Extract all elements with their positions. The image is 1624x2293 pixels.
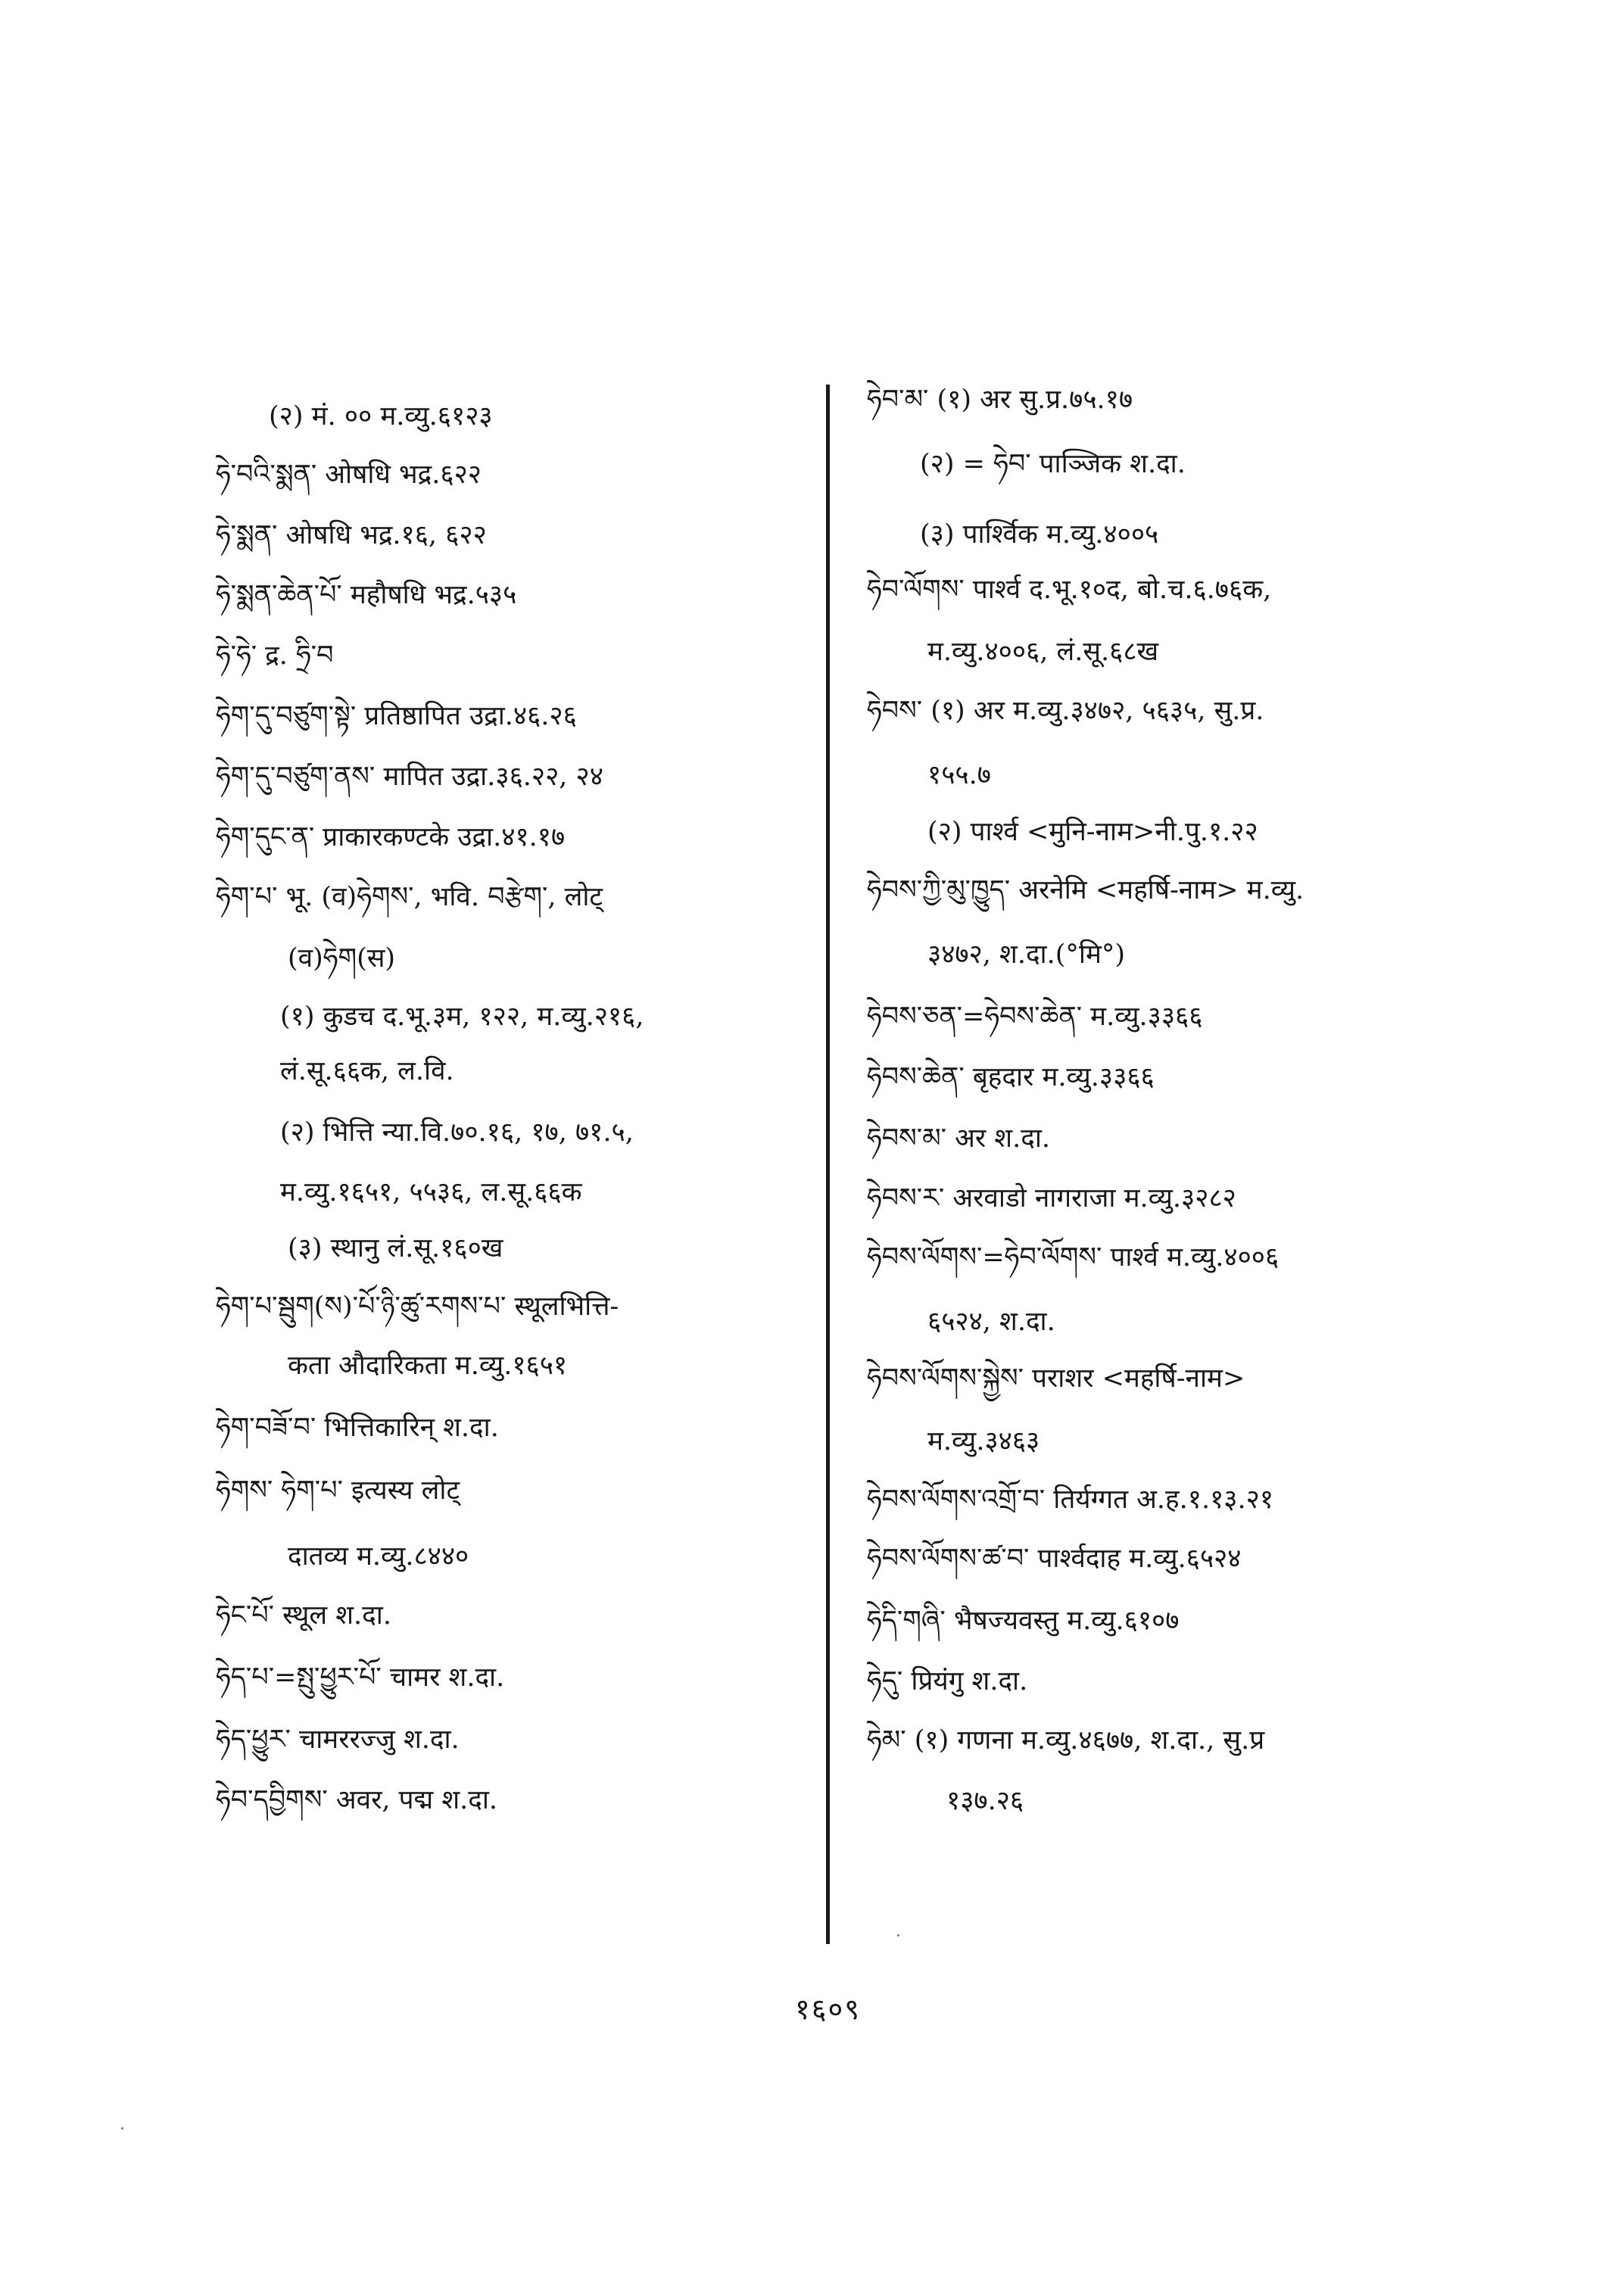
entry-line: ཧེག་དུ་བཙུག་སྟེ་ प्रतिष्ठापित उद्रा.४६.२६ <box>216 701 577 731</box>
entry-line: ཧེབས་ར་ अरवाडो नागराजा म.व्यु.३२८२ <box>867 1183 1236 1213</box>
entry-line: ཧེབས་ལོགས་=ཧེབ་ལོགས་ पार्श्व म.व्यु.४००६ <box>867 1242 1280 1273</box>
entry-line: (३) पार्श्विक म.व्यु.४००५ <box>920 519 1159 550</box>
entry-line: (२) भित्ति न्या.वि.७०.१६, १७, ७१.५, <box>280 1117 634 1148</box>
entry-line: ཧེག་པ་ भू. (व)ཧེགས་, भवि. བརྩེག་, लोट् <box>216 882 603 912</box>
scan-speck <box>121 2127 123 2129</box>
entry-line: ཧེ་བའི་སྨན་ ओषधि भद्र.६२२ <box>216 460 482 490</box>
entry-line: ཧེབས་ (१) अर म.व्यु.३४७२, ५६३५, सु.प्र. <box>867 696 1264 726</box>
entry-line: ཧེད་ཕྱུར་ चामररज्जु श.दा. <box>216 1724 460 1755</box>
entry-line: ཧེབས་མ་ अर श.दा. <box>867 1123 1051 1154</box>
entry-line: म.व्यु.१६५१, ५५३६, ल.सू.६६क <box>280 1177 582 1207</box>
entry-line: ཧེམ་ (१) गणना म.व्यु.४६७७, श.दा., सु.प्र <box>867 1725 1265 1756</box>
entry-line: १३७.२६ <box>946 1786 1024 1816</box>
entry-line: ཧེབ་དབྱིགས་ अवर, पद्म श.दा. <box>216 1785 498 1815</box>
entry-line: ཧེབ་མ་ (१) अर सु.प्र.७५.१७ <box>867 385 1133 415</box>
entry-line: म.व्यु.३४६३ <box>927 1426 1040 1456</box>
entry-line: ६५२४, श.दा. <box>927 1307 1055 1337</box>
entry-line: ཧེབ་ལོགས་ पार्श्व द.भू.१०द, बो.च.६.७६क, <box>867 575 1272 605</box>
entry-line: ཧེག་པ་སྦུག(ས)་པོ་ཉི་ཚུ་རགས་པ་ स्थूलभित्ति- <box>216 1291 619 1322</box>
entry-line: (३) स्थानु लं.सू.१६०ख <box>288 1233 503 1263</box>
entry-line: ཧེགས་ ཧེག་པ་ इत्यस्य लोट् <box>216 1475 460 1506</box>
entry-line: ཧེ་སྨན་ཆེན་པོ་ महौषधि भद्र.५३५ <box>216 580 517 610</box>
entry-line: (२) पार्श्व <मुनि-नाम>नी.पु.१.२२ <box>927 817 1258 847</box>
entry-line: ཧེབས་ཅན་=ཧེབས་ཆེན་ म.व्यु.३३६६ <box>867 1002 1203 1032</box>
column-divider <box>826 385 830 1944</box>
entry-line: ཧེབས་ལོགས་ཚ་བ་ पार्श्वदाह म.व्यु.६५२४ <box>867 1544 1242 1574</box>
entry-line: ཧེབས་ཀྱི་མུ་ཁྱུད་ अरनेमि <महर्षि-नाम> म.व्यु. <box>867 875 1304 905</box>
entry-line: (२) = ཧེབ་ पाञ्जिक श.दा. <box>920 449 1186 479</box>
entry-line: (२) मं. ०० म.व्यु.६१२३ <box>269 401 493 431</box>
entry-line: (व)ཧེག(स) <box>288 943 396 974</box>
entry-line: ཧེད་པ་=སྤུ་ཕྱུར་པོ་ चामर श.दा. <box>216 1662 505 1693</box>
entry-line: ३४७२, श.दा.(°मि°) <box>927 939 1126 970</box>
entry-line: कता औदारिकता म.व्यु.१६५१ <box>288 1351 568 1381</box>
entry-line: ཧེང་པོ་ स्थूल श.दा. <box>216 1600 391 1631</box>
entry-line: ཧེག་དུ་བཙུག་ནས་ मापित उद्रा.३६.२२, २४ <box>216 762 603 792</box>
entry-line: ཧེ་སྨན་ ओषधि भद्र.१६, ६२२ <box>216 520 487 550</box>
entry-line: ཧེདི་གཞི་ भैषज्यवस्तु म.व्यु.६१०७ <box>867 1606 1180 1636</box>
scan-speck <box>897 1934 899 1936</box>
entry-line: ཧེག་བཟོ་བ་ भित्तिकारिन् श.दा. <box>216 1413 499 1443</box>
entry-line: ཧེབས་ལོགས་འགྲོ་བ་ तिर्यग्गत अ.ह.१.१३.२१ <box>867 1485 1274 1515</box>
entry-line: म.व्यु.४००६, लं.सू.६८ख <box>927 637 1159 667</box>
entry-line: (१) कुडच द.भू.३म, १२२, म.व्यु.२१६, <box>280 1002 644 1032</box>
page-number: १६०९ <box>795 1992 862 2026</box>
entry-line: ཧེ་ཧེ་ द्र. ཧྲི་བ <box>216 640 334 671</box>
entry-line: लं.सू.६६क, ल.वि. <box>280 1056 454 1086</box>
entry-line: ཧེབས་ཆེན་ बृहदार म.व्यु.३३६६ <box>867 1062 1155 1092</box>
entry-line: ཧེབས་ལོགས་སྐྱེས་ पराशर <महर्षि-नाम> <box>867 1363 1245 1394</box>
entry-line: ཧེག་དུང་ན་ प्राकारकण्टके उद्रा.४१.१७ <box>216 822 566 852</box>
entry-line: ཧེདུ་ प्रियंगु श.दा. <box>867 1666 1028 1696</box>
entry-line: दातव्य म.व्यु.८४४० <box>288 1541 469 1572</box>
entry-line: १५५.७ <box>927 760 991 790</box>
